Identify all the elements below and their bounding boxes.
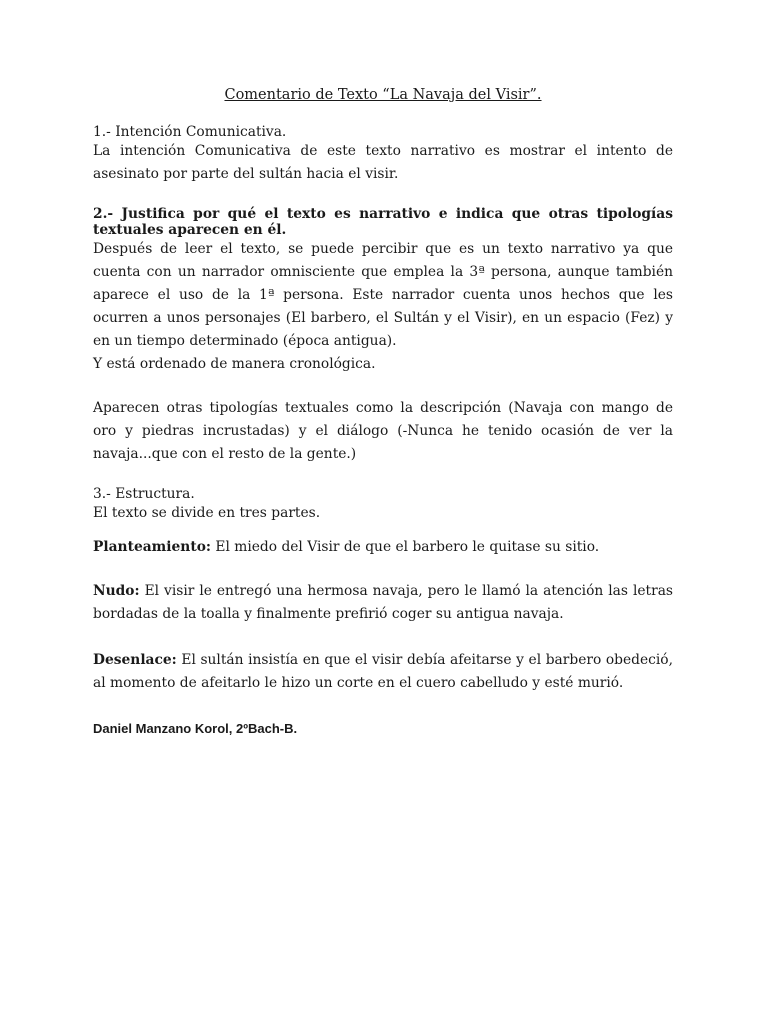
structure-part-label: Planteamiento: (93, 539, 211, 555)
structure-part-text (93, 649, 673, 695)
structure-part-planteamiento (93, 536, 673, 559)
section-heading: 2.- Justifica por qué el texto es narrativo e indica que otras tipologías textuales aparecen en él. (93, 206, 673, 238)
structure-part-body: El visir le entregó una hermosa navaja, pero le llamó la atención las letras bordadas de la toalla y finalmente prefirió coger su antigua navaja. (93, 583, 673, 622)
section-paragraph: El texto se divide en tres partes. (93, 505, 321, 521)
section-paragraph: Y está ordenado de manera cronológica. (93, 356, 376, 372)
section-tipologias (93, 397, 673, 466)
section-estructura (93, 486, 673, 525)
document-title: Comentario de Texto “La Navaja del Visir”. (224, 87, 542, 103)
section-intencion (93, 124, 673, 186)
section-heading: 3.- Estructura. (93, 486, 195, 502)
structure-part-nudo (93, 580, 673, 626)
section-paragraph: Aparecen otras tipologías textuales como la descripción (Navaja con mango de oro y piedras incrustadas) y el diálogo (-Nunca he tenido ocasión de ver la navaja...que con el resto de la gente.) (93, 400, 673, 462)
section-paragraph: La intención Comunicativa de este texto narrativo es mostrar el intento de asesinato por parte del sultán hacia el visir. (93, 143, 673, 182)
structure-part-label: Desenlace: (93, 652, 177, 668)
structure-part-body: El miedo del Visir de que el barbero le quitase su sitio. (211, 539, 600, 555)
section-heading: 1.- Intención Comunicativa. (93, 124, 287, 140)
structure-part-desenlace (93, 649, 673, 695)
structure-part-body: El sultán insistía en que el visir debía afeitarse y el barbero obedeció, al momento de afeitarlo le hizo un corte en el cuero cabelludo y esté murió. (93, 652, 673, 691)
structure-part-text (93, 580, 673, 626)
structure-part-text (93, 536, 673, 559)
section-paragraph: Después de leer el texto, se puede percibir que es un texto narrativo ya que cuenta con un narrador omnisciente que emplea la 3ª persona, aunque también aparece el uso de la 1ª persona. Este narrador cuenta unos hechos que les ocurren a unos personajes (El barbero, el Sultán y el Visir), en un espacio (Fez) y en un tiempo determinado (época antigua). (93, 241, 673, 349)
author-signature: Daniel Manzano Korol, 2ºBach-B. (93, 721, 298, 736)
structure-part-label: Nudo: (93, 583, 140, 599)
section-justifica (93, 206, 673, 376)
